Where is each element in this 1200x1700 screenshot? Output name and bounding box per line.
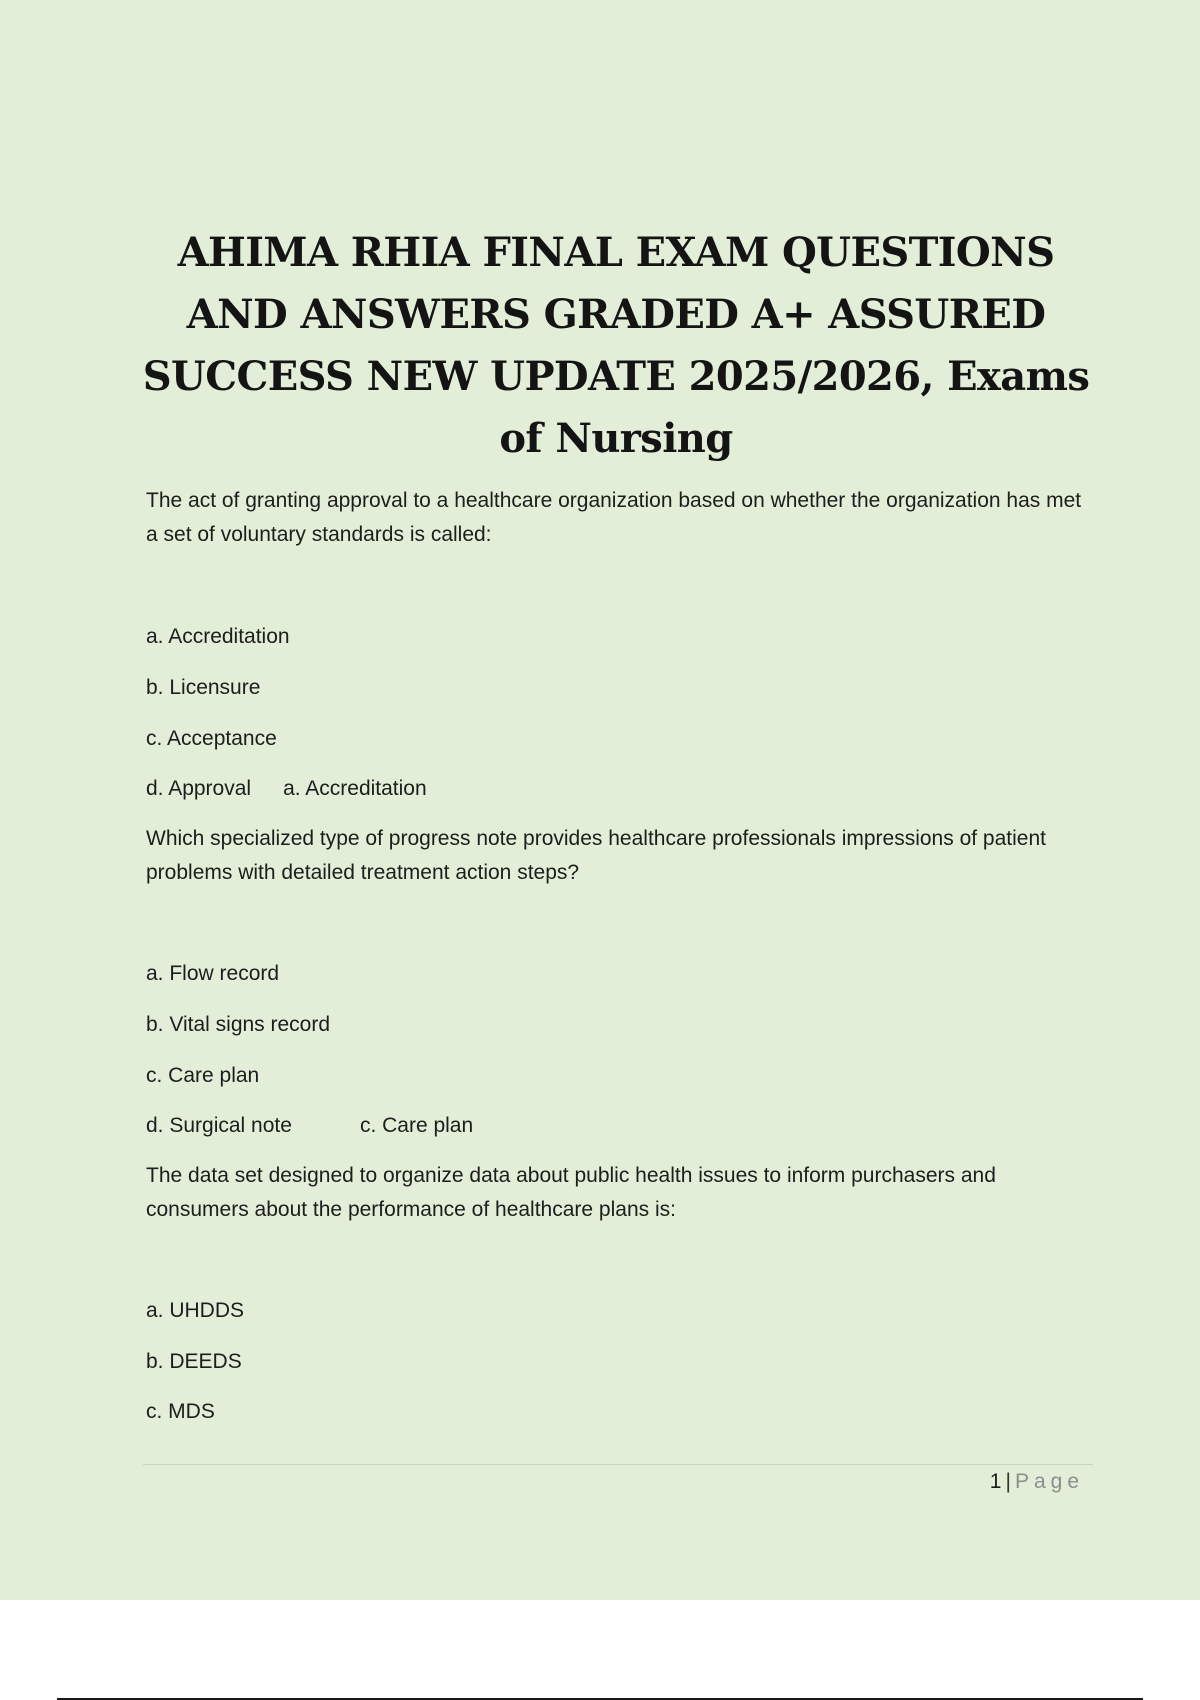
footer-divider	[143, 1464, 1093, 1465]
question-1-option-a: a. Accreditation	[146, 625, 290, 648]
page-label: Page	[1014, 1470, 1084, 1493]
question-1-text: The act of granting approval to a healthcare organization based on whether the organization has met a set of voluntary standards is called:	[146, 489, 1082, 546]
document-title: AHIMA RHIA FINAL EXAM QUESTIONS AND ANSWERS GRADED A+ ASSURED SUCCESS NEW UPDATE 2025/2026, Exams of Nursing	[142, 229, 1090, 462]
question-1-answer: a. Accreditation	[283, 777, 427, 800]
question-3-option-a: a. UHDDS	[146, 1299, 245, 1322]
question-2-option-c: c. Care plan	[146, 1064, 260, 1087]
page-separator: |	[1005, 1470, 1011, 1493]
question-2-text: Which specialized type of progress note provides healthcare professionals impressions of patient problems with detailed treatment action steps?	[146, 827, 1046, 884]
question-2-option-d: d. Surgical note	[146, 1114, 292, 1137]
page-footer	[990, 1470, 1084, 1494]
question-1-option-d: d. Approval	[146, 777, 252, 800]
question-2-option-b: b. Vital signs record	[146, 1013, 331, 1036]
question-2-option-d-row	[146, 1109, 473, 1143]
question-1-option-c: c. Acceptance	[146, 727, 277, 750]
question-2-answer: c. Care plan	[359, 1114, 474, 1137]
question-1-option-d-row	[146, 772, 427, 806]
question-1-option-b: b. Licensure	[146, 676, 261, 699]
question-3-option-c: c. MDS	[146, 1400, 215, 1423]
question-2-option-a: a. Flow record	[146, 962, 280, 985]
question-3-text: The data set designed to organize data about public health issues to inform purchasers and consumers about the performance of healthcare plans is:	[146, 1164, 996, 1221]
question-3-option-b: b. DEEDS	[146, 1350, 242, 1373]
page-number: 1	[989, 1470, 1002, 1493]
